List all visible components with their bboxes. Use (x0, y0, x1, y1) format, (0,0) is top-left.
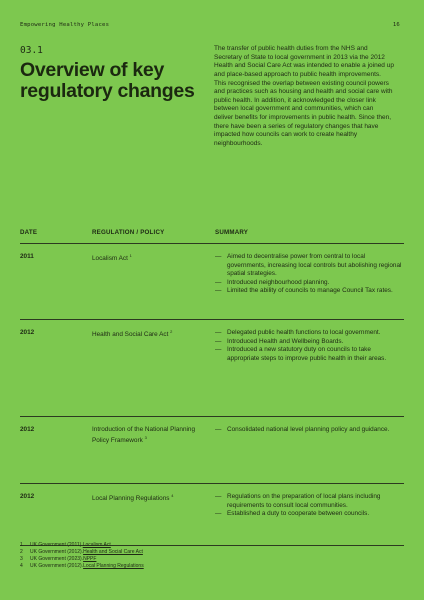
summary-bullet (215, 493, 404, 510)
regulation-name: Local Planning Regulations (92, 495, 170, 503)
bullet-text: Introduced neighbourhood planning. (227, 278, 330, 286)
regulation-name: Localism Act (92, 255, 128, 263)
bullet-text: Aimed to decentralise power from central to local governments, increasing local controls but abolishing regional spatial strategies. (227, 253, 402, 278)
page-number: 16 (392, 22, 400, 28)
footnote-source: UK Government (2011). (30, 542, 83, 548)
table-header (20, 222, 404, 244)
footnote-reference: 2 (170, 329, 173, 334)
running-header (20, 22, 400, 28)
summary-bullet (215, 287, 404, 296)
footnote-source: UK Government (2023). (30, 555, 84, 562)
summary-bullet (215, 426, 404, 435)
row-date: 2012 (20, 329, 35, 336)
dash-marker: — (215, 329, 222, 336)
footnote-number: 1 (20, 542, 23, 548)
summary-bullet (215, 338, 404, 347)
footnote-reference: 1 (129, 253, 132, 258)
footnote (20, 549, 144, 556)
section-number: 03.1 (20, 45, 43, 56)
dash-marker: — (215, 426, 222, 433)
regulations-table (20, 222, 404, 546)
footnote-number: 4 (20, 562, 23, 569)
row-date: 2011 (20, 253, 34, 260)
footnote-reference: 3 (144, 434, 147, 440)
summary-column-header: SUMMARY (215, 229, 249, 236)
footnote-link[interactable]: Localism Act (82, 542, 111, 548)
row-summary (215, 253, 404, 296)
bullet-text: Delegated public health functions to local government. (227, 329, 381, 336)
bullet-text: Regulations on the preparation of local plans including requirements to consult local communities. (227, 493, 381, 509)
row-summary (215, 493, 404, 519)
regulation-name: Health and Social Care Act (92, 331, 169, 339)
bullet-text: Introduced a new statutory duty on councils to take appropriate steps to improve public health in their areas. (227, 346, 387, 362)
row-regulation (92, 426, 215, 445)
footnote-link[interactable]: Local Planning Regulations (83, 562, 144, 569)
dash-marker: — (215, 287, 222, 295)
page-title: Overview of key regulatory changes (20, 59, 195, 103)
bullet-text: Consolidated national level planning policy and guidance. (227, 426, 390, 433)
summary-bullet (215, 329, 404, 338)
summary-bullet (215, 510, 404, 519)
row-summary (215, 426, 404, 435)
row-date: 2012 (20, 426, 35, 433)
footnote (20, 563, 144, 570)
footnote-link[interactable]: Health and Social Care Act (83, 548, 143, 555)
row-date: 2012 (20, 493, 35, 500)
row-regulation (92, 329, 215, 340)
intro-paragraph: The transfer of public health duties from the NHS and Secretary of State to local government in 2013 via the 2012 Health and Social Care Act was intended to enable a joined up and place-based approach to public health improvements. This recognised the overlap between existing council powers and practices such as housing and health and social care with public health. In addition, it acknowledged the closer link between local government and communities, which can deliver benefits for improvements in public health. Since then, there have been a series of regulatory changes that have impacted how councils can work to create healthy neighbourhoods. (214, 45, 394, 148)
regulation-column-header: REGULATION / POLICY (92, 229, 165, 236)
table-row (20, 244, 404, 320)
regulation-name: Introduction of the National Planning Policy Framework (92, 426, 196, 444)
footnote-link[interactable]: NPPF (83, 555, 97, 562)
row-summary (215, 329, 404, 363)
row-regulation (92, 253, 215, 264)
footnote-number: 2 (20, 548, 23, 555)
footnote-source: UK Government (2012). (30, 548, 84, 555)
table-row (20, 320, 404, 417)
date-column-header: DATE (20, 229, 38, 236)
summary-bullet (215, 346, 404, 363)
dash-marker: — (215, 493, 222, 500)
summary-bullet (215, 253, 404, 279)
footnote (20, 556, 144, 563)
footnote (20, 542, 144, 549)
dash-marker: — (215, 337, 222, 345)
bullet-text: Limited the ability of councils to manage Council Tax rates. (227, 287, 393, 295)
bullet-text: Established a duty to cooperate between councils. (227, 510, 370, 518)
row-regulation (92, 493, 215, 504)
footnote-reference: 4 (171, 493, 174, 498)
dash-marker: — (215, 510, 222, 518)
table-body (20, 244, 404, 546)
publication-name: Empowering Healthy Places (20, 22, 110, 28)
summary-bullet (215, 279, 404, 288)
bullet-text: Introduced Health and Wellbeing Boards. (227, 337, 344, 345)
footnote-number: 3 (20, 555, 23, 562)
table-row (20, 417, 404, 484)
dash-marker: — (215, 278, 222, 286)
dash-marker: — (215, 253, 222, 260)
table-row (20, 484, 404, 546)
footnote-source: UK Government (2012). (30, 562, 84, 569)
dash-marker: — (215, 346, 222, 354)
footnotes (20, 542, 144, 570)
